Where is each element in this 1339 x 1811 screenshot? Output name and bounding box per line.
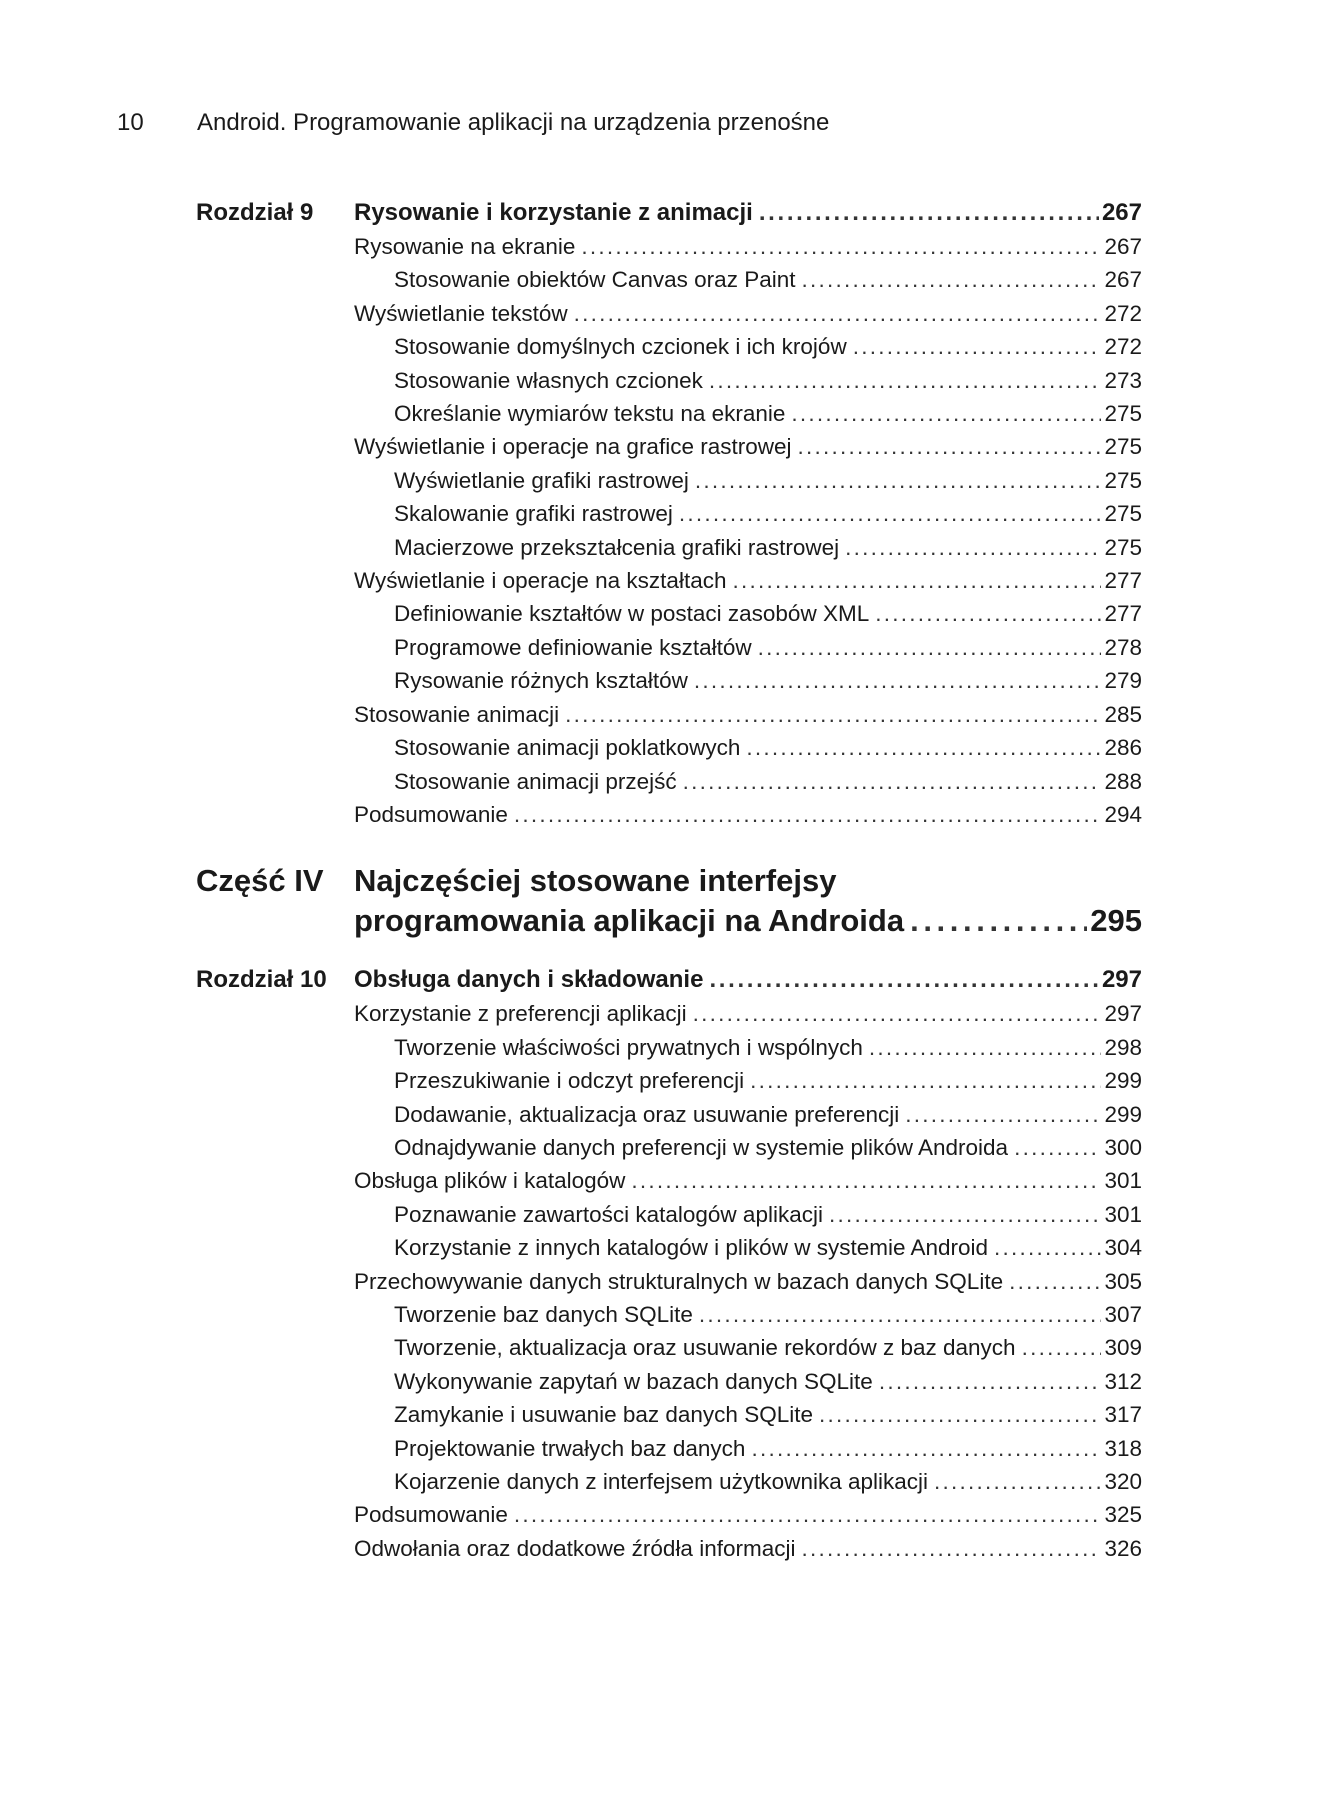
chapter-title: Obsługa danych i składowanie bbox=[354, 966, 704, 994]
entry-title: Stosowanie animacji bbox=[354, 701, 560, 727]
chapter-page: 297 bbox=[1101, 966, 1142, 994]
dot-leader bbox=[514, 798, 1102, 831]
running-head bbox=[117, 108, 829, 138]
entry-title: Projektowanie trwałych baz danych bbox=[394, 1435, 746, 1461]
entry-page: 312 bbox=[1104, 1368, 1142, 1394]
toc-entry[interactable] bbox=[354, 1498, 1142, 1531]
toc-entry[interactable] bbox=[354, 1164, 1142, 1197]
dot-leader bbox=[845, 531, 1101, 564]
entry-page: 267 bbox=[1104, 234, 1142, 259]
dot-leader bbox=[709, 364, 1102, 397]
entry-title: Korzystanie z preferencji aplikacji bbox=[354, 1001, 687, 1027]
entry-title: Obsługa plików i katalogów bbox=[354, 1168, 626, 1194]
entry-title: Przeszukiwanie i odczyt preferencji bbox=[394, 1068, 745, 1094]
entry-page: 299 bbox=[1104, 1101, 1142, 1127]
chapter-10-block bbox=[196, 963, 1142, 1565]
entry-page: 300 bbox=[1104, 1134, 1142, 1160]
toc-subentry[interactable] bbox=[354, 1198, 1142, 1231]
toc-entry[interactable] bbox=[354, 798, 1142, 831]
dot-leader bbox=[514, 1498, 1102, 1531]
chapter-title: Rysowanie i korzystanie z animacji bbox=[354, 199, 753, 226]
dot-leader bbox=[829, 1198, 1101, 1231]
dot-leader bbox=[819, 1398, 1101, 1431]
toc-subentry[interactable] bbox=[354, 1465, 1142, 1498]
dot-leader bbox=[1022, 1331, 1102, 1364]
entry-title: Poznawanie zawartości katalogów aplikacji bbox=[394, 1201, 823, 1227]
toc-entry[interactable] bbox=[354, 1532, 1142, 1565]
entry-title: Zamykanie i usuwanie baz danych SQLite bbox=[394, 1402, 813, 1428]
entry-title: Podsumowanie bbox=[354, 1502, 508, 1528]
entry-title: Określanie wymiarów tekstu na ekranie bbox=[394, 401, 786, 427]
entry-page: 304 bbox=[1104, 1235, 1142, 1261]
toc-subentry[interactable] bbox=[354, 397, 1142, 430]
entry-title: Programowe definiowanie kształtów bbox=[394, 634, 752, 660]
entry-title: Wykonywanie zapytań w bazach danych SQLite bbox=[394, 1368, 873, 1394]
entry-title: Wyświetlanie i operacje na kształtach bbox=[354, 568, 727, 594]
dot-leader bbox=[879, 1365, 1102, 1398]
dot-leader bbox=[751, 1432, 1101, 1465]
dot-leader bbox=[693, 997, 1102, 1030]
toc-subentry[interactable] bbox=[354, 1098, 1142, 1131]
toc-subentry[interactable] bbox=[354, 631, 1142, 664]
dot-leader bbox=[581, 230, 1101, 263]
toc-subentry[interactable] bbox=[354, 1298, 1142, 1331]
entry-page: 275 bbox=[1104, 467, 1142, 493]
toc-entry[interactable] bbox=[354, 997, 1142, 1030]
book-title: Android. Programowanie aplikacji na urządzenia przenośne bbox=[197, 109, 830, 136]
dot-leader bbox=[875, 597, 1101, 630]
toc-entry[interactable] bbox=[354, 1265, 1142, 1298]
toc-entry[interactable] bbox=[354, 698, 1142, 731]
toc-subentry[interactable] bbox=[354, 731, 1142, 764]
entry-page: 267 bbox=[1104, 267, 1142, 293]
dot-leader bbox=[750, 1064, 1101, 1097]
toc-subentry[interactable] bbox=[354, 1231, 1142, 1264]
entry-title: Odwołania oraz dodatkowe źródła informacji bbox=[354, 1535, 796, 1561]
chapter-label: Rozdział 9 bbox=[196, 199, 314, 226]
dot-leader bbox=[695, 464, 1102, 497]
entry-page: 277 bbox=[1104, 601, 1142, 627]
entry-page: 299 bbox=[1104, 1068, 1142, 1094]
part-title-line-1[interactable] bbox=[354, 861, 1142, 901]
entry-page: 285 bbox=[1104, 701, 1142, 727]
part-page: 295 bbox=[1090, 903, 1142, 939]
entry-title: Kojarzenie danych z interfejsem użytkownika aplikacji bbox=[394, 1469, 929, 1494]
toc-subentry[interactable] bbox=[354, 1398, 1142, 1431]
entry-page: 301 bbox=[1104, 1168, 1142, 1194]
entry-title: Korzystanie z innych katalogów i plików w systemie Android bbox=[394, 1235, 989, 1261]
toc-subentry[interactable] bbox=[354, 531, 1142, 564]
toc-subentry[interactable] bbox=[354, 330, 1142, 363]
part-4-block bbox=[196, 861, 1142, 941]
toc-subentry[interactable] bbox=[354, 1031, 1142, 1064]
chapter-title-entry[interactable] bbox=[354, 963, 1142, 997]
dot-leader bbox=[869, 1031, 1102, 1064]
entry-title: Przechowywanie danych strukturalnych w bazach danych SQLite bbox=[354, 1268, 1004, 1294]
entry-page: 298 bbox=[1104, 1034, 1142, 1060]
toc-subentry[interactable] bbox=[354, 664, 1142, 697]
entry-page: 301 bbox=[1104, 1201, 1142, 1227]
dot-leader bbox=[631, 1164, 1101, 1197]
part-title: Najczęściej stosowane interfejsy bbox=[354, 863, 837, 899]
entry-page: 325 bbox=[1104, 1502, 1142, 1528]
entry-page: 307 bbox=[1104, 1301, 1142, 1327]
entry-page: 288 bbox=[1104, 768, 1142, 794]
entry-title: Wyświetlanie grafiki rastrowej bbox=[394, 467, 689, 493]
dot-leader bbox=[1014, 1131, 1101, 1164]
dot-leader bbox=[746, 731, 1101, 764]
dot-leader bbox=[694, 664, 1102, 697]
entry-title: Dodawanie, aktualizacja oraz usuwanie preferencji bbox=[394, 1101, 900, 1127]
dot-leader bbox=[732, 564, 1101, 597]
toc-subentry[interactable] bbox=[354, 364, 1142, 397]
entry-page: 326 bbox=[1104, 1535, 1142, 1561]
entry-page: 277 bbox=[1104, 568, 1142, 594]
dot-leader bbox=[679, 497, 1102, 530]
dot-leader bbox=[910, 901, 1087, 941]
dot-leader bbox=[699, 1298, 1102, 1331]
entry-page: 275 bbox=[1104, 501, 1142, 527]
entry-title: Definiowanie kształtów w postaci zasobów XML bbox=[394, 601, 870, 627]
part-title-line-2[interactable] bbox=[354, 901, 1142, 941]
entry-page: 275 bbox=[1104, 401, 1142, 427]
entry-title: Rysowanie różnych kształtów bbox=[394, 668, 688, 694]
entry-title: Stosowanie domyślnych czcionek i ich krojów bbox=[394, 334, 847, 360]
toc-entry[interactable] bbox=[354, 297, 1142, 330]
table-of-contents bbox=[196, 196, 1142, 1565]
toc-subentry[interactable] bbox=[354, 1331, 1142, 1364]
toc-entry[interactable] bbox=[354, 564, 1142, 597]
dot-leader bbox=[994, 1231, 1101, 1264]
chapter-label: Rozdział 10 bbox=[196, 966, 327, 994]
dot-leader bbox=[565, 698, 1101, 731]
dot-leader bbox=[758, 631, 1102, 664]
entry-page: 305 bbox=[1104, 1268, 1142, 1294]
entry-page: 317 bbox=[1104, 1402, 1142, 1428]
entry-title: Macierzowe przekształcenia grafiki rastrowej bbox=[394, 534, 840, 560]
toc-subentry[interactable] bbox=[354, 597, 1142, 630]
dot-leader bbox=[791, 397, 1101, 430]
entry-page: 286 bbox=[1104, 735, 1142, 761]
entry-page: 294 bbox=[1104, 801, 1142, 827]
dot-leader bbox=[1009, 1265, 1101, 1298]
entry-title: Skalowanie grafiki rastrowej bbox=[394, 501, 673, 527]
entry-title: Tworzenie baz danych SQLite bbox=[394, 1301, 693, 1327]
entry-title: Tworzenie właściwości prywatnych i wspólnych bbox=[394, 1034, 863, 1060]
toc-subentry[interactable] bbox=[354, 263, 1142, 296]
toc-entry[interactable] bbox=[354, 430, 1142, 463]
entry-page: 318 bbox=[1104, 1435, 1142, 1461]
entry-page: 272 bbox=[1104, 334, 1142, 360]
toc-subentry[interactable] bbox=[354, 765, 1142, 798]
toc-subentry[interactable] bbox=[354, 497, 1142, 530]
page-number: 10 bbox=[117, 109, 144, 136]
toc-subentry[interactable] bbox=[354, 1131, 1142, 1164]
part-title: programowania aplikacji na Androida bbox=[354, 903, 905, 939]
chapter-page: 267 bbox=[1101, 199, 1142, 226]
chapter-entries bbox=[354, 963, 1142, 1565]
toc-subentry[interactable] bbox=[354, 1432, 1142, 1465]
entry-title: Podsumowanie bbox=[354, 801, 508, 827]
entry-page: 320 bbox=[1104, 1469, 1142, 1494]
entry-page: 272 bbox=[1104, 300, 1142, 326]
entry-title: Stosowanie animacji przejść bbox=[394, 768, 677, 794]
entry-page: 275 bbox=[1104, 434, 1142, 460]
dot-leader bbox=[709, 963, 1099, 997]
entry-title: Rysowanie na ekranie bbox=[354, 234, 576, 259]
chapter-9-block bbox=[196, 196, 1142, 831]
entry-page: 279 bbox=[1104, 668, 1142, 694]
dot-leader bbox=[759, 196, 1099, 230]
part-entries bbox=[354, 861, 1142, 941]
dot-leader bbox=[574, 297, 1102, 330]
toc-entry[interactable] bbox=[354, 230, 1142, 263]
entry-title: Stosowanie animacji poklatkowych bbox=[394, 735, 741, 761]
dot-leader bbox=[801, 1532, 1101, 1565]
dot-leader bbox=[801, 263, 1101, 296]
entry-title: Tworzenie, aktualizacja oraz usuwanie rekordów z baz danych bbox=[394, 1335, 1016, 1361]
entry-title: Odnajdywanie danych preferencji w systemie plików Androida bbox=[394, 1134, 1009, 1160]
chapter-entries bbox=[354, 196, 1142, 831]
dot-leader bbox=[853, 330, 1102, 363]
entry-title: Stosowanie obiektów Canvas oraz Paint bbox=[394, 267, 796, 293]
chapter-title-entry[interactable] bbox=[354, 196, 1142, 230]
entry-page: 273 bbox=[1104, 367, 1142, 393]
entry-title: Wyświetlanie i operacje na grafice rastrowej bbox=[354, 434, 792, 460]
entry-page: 309 bbox=[1104, 1335, 1142, 1361]
entry-page: 297 bbox=[1104, 1001, 1142, 1027]
dot-leader bbox=[683, 765, 1102, 798]
toc-subentry[interactable] bbox=[354, 1365, 1142, 1398]
entry-title: Stosowanie własnych czcionek bbox=[394, 367, 703, 393]
toc-subentry[interactable] bbox=[354, 1064, 1142, 1097]
toc-subentry[interactable] bbox=[354, 464, 1142, 497]
entry-page: 278 bbox=[1104, 634, 1142, 660]
part-label: Część IV bbox=[196, 863, 324, 899]
dot-leader bbox=[905, 1098, 1101, 1131]
dot-leader bbox=[798, 430, 1102, 463]
entry-page: 275 bbox=[1104, 534, 1142, 560]
dot-leader bbox=[934, 1465, 1101, 1498]
entry-title: Wyświetlanie tekstów bbox=[354, 300, 568, 326]
